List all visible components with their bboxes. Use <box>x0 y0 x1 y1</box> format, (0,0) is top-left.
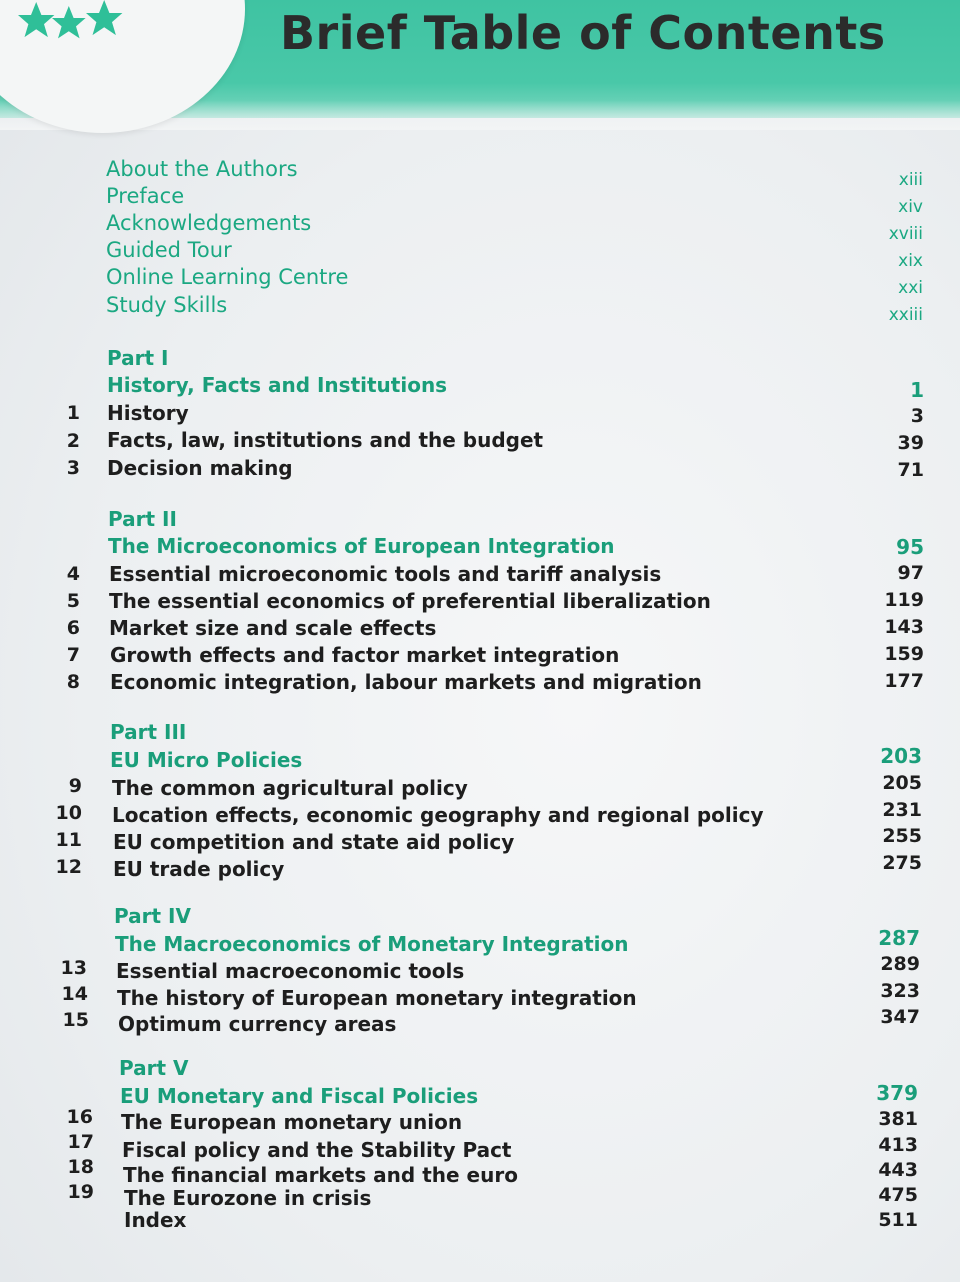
chapter-number: 17 <box>67 1131 94 1153</box>
chapter-title[interactable]: Optimum currency areas <box>118 1012 397 1036</box>
front-matter-page: xxi <box>898 278 923 298</box>
chapter-number: 13 <box>60 957 87 979</box>
part-label: Part II <box>108 507 177 531</box>
chapter-page: 205 <box>882 772 922 794</box>
chapter-title[interactable]: Essential microeconomic tools and tariff analysis <box>109 562 662 586</box>
front-matter-page: xiv <box>898 197 923 217</box>
chapter-number: 10 <box>55 802 82 824</box>
star-icon <box>52 6 86 38</box>
chapter-page: 275 <box>882 852 922 874</box>
part-title[interactable]: EU Monetary and Fiscal Policies <box>120 1084 479 1108</box>
part-label: Part V <box>119 1056 189 1080</box>
page-title: Brief Table of Contents <box>280 6 886 60</box>
chapter-page: 413 <box>878 1134 918 1156</box>
chapter-page: 475 <box>878 1184 918 1206</box>
chapter-page: 347 <box>880 1006 920 1028</box>
chapter-title[interactable]: Fiscal policy and the Stability Pact <box>122 1138 512 1162</box>
chapter-page: 159 <box>884 643 924 665</box>
chapter-page: 143 <box>884 616 924 638</box>
chapter-number: 2 <box>66 430 80 452</box>
chapter-number: 15 <box>62 1009 89 1031</box>
front-matter-label[interactable]: Online Learning Centre <box>106 265 349 289</box>
chapter-page: 381 <box>878 1108 918 1130</box>
chapter-page: 71 <box>897 459 924 481</box>
chapter-page: 231 <box>882 799 922 821</box>
chapter-title[interactable]: Market size and scale effects <box>109 616 437 640</box>
front-matter-page: xiii <box>898 170 923 190</box>
star-icon <box>18 2 54 37</box>
chapter-title[interactable]: Growth effects and factor market integration <box>110 643 620 667</box>
front-matter-page: xxiii <box>888 305 923 325</box>
front-matter-label[interactable]: Guided Tour <box>106 238 232 262</box>
part-label: Part I <box>107 346 169 370</box>
chapter-number: 3 <box>66 457 80 479</box>
chapter-number: 5 <box>66 590 80 612</box>
chapter-number: 7 <box>66 644 80 666</box>
chapter-page: 255 <box>882 825 922 847</box>
chapter-title[interactable]: The European monetary union <box>121 1110 463 1134</box>
star-icon <box>86 0 122 35</box>
chapter-title[interactable]: Economic integration, labour markets and migration <box>110 670 702 694</box>
chapter-number: 14 <box>61 983 88 1005</box>
front-matter-label[interactable]: Preface <box>106 184 185 208</box>
part-title[interactable]: EU Micro Policies <box>110 748 303 772</box>
chapter-number: 8 <box>66 671 80 693</box>
index-label[interactable]: Index <box>124 1208 187 1232</box>
part-title[interactable]: The Macroeconomics of Monetary Integration <box>115 932 629 956</box>
front-matter-page: xix <box>898 251 923 271</box>
chapter-page: 289 <box>880 953 920 975</box>
chapter-number: 19 <box>67 1181 94 1203</box>
chapter-page: 3 <box>910 405 924 427</box>
chapter-page: 97 <box>897 562 924 584</box>
chapter-number: 18 <box>67 1156 94 1178</box>
chapter-page: 119 <box>884 589 924 611</box>
chapter-title[interactable]: Facts, law, institutions and the budget <box>107 428 544 452</box>
chapter-number: 16 <box>66 1106 93 1128</box>
chapter-title[interactable]: EU trade policy <box>113 857 285 881</box>
front-matter-label[interactable]: Study Skills <box>106 293 228 317</box>
part-page: 379 <box>876 1081 918 1105</box>
chapter-page: 177 <box>884 670 924 692</box>
chapter-page: 39 <box>897 432 924 454</box>
star-icons <box>0 0 140 45</box>
front-matter-label[interactable]: Acknowledgements <box>106 211 312 235</box>
chapter-number: 9 <box>68 775 82 797</box>
chapter-title[interactable]: EU competition and state aid policy <box>113 830 515 854</box>
chapter-title[interactable]: The essential economics of preferential liberalization <box>109 589 711 613</box>
index-page: 511 <box>878 1209 918 1231</box>
front-matter-label[interactable]: About the Authors <box>106 157 298 181</box>
chapter-title[interactable]: The history of European monetary integration <box>117 986 637 1010</box>
part-page: 203 <box>880 744 922 768</box>
part-label: Part IV <box>114 904 191 928</box>
part-label: Part III <box>110 720 187 744</box>
chapter-number: 12 <box>55 856 82 878</box>
part-page: 1 <box>910 378 924 402</box>
chapter-title[interactable]: Essential macroeconomic tools <box>116 959 465 983</box>
chapter-title[interactable]: Decision making <box>107 456 293 480</box>
part-page: 95 <box>896 535 924 559</box>
part-page: 287 <box>878 926 920 950</box>
chapter-number: 4 <box>66 563 80 585</box>
chapter-number: 1 <box>66 402 80 424</box>
chapter-page: 443 <box>878 1159 918 1181</box>
part-title[interactable]: The Microeconomics of European Integration <box>108 534 615 558</box>
part-title[interactable]: History, Facts and Institutions <box>107 373 448 397</box>
front-matter-page: xviii <box>888 224 923 244</box>
chapter-title[interactable]: The financial markets and the euro <box>123 1163 518 1187</box>
chapter-page: 323 <box>880 980 920 1002</box>
chapter-number: 11 <box>55 829 82 851</box>
chapter-title[interactable]: The common agricultural policy <box>112 776 468 800</box>
chapter-title[interactable]: The Eurozone in crisis <box>124 1186 372 1210</box>
chapter-title[interactable]: History <box>107 401 189 425</box>
chapter-number: 6 <box>66 617 80 639</box>
chapter-title[interactable]: Location effects, economic geography and regional policy <box>112 803 764 827</box>
